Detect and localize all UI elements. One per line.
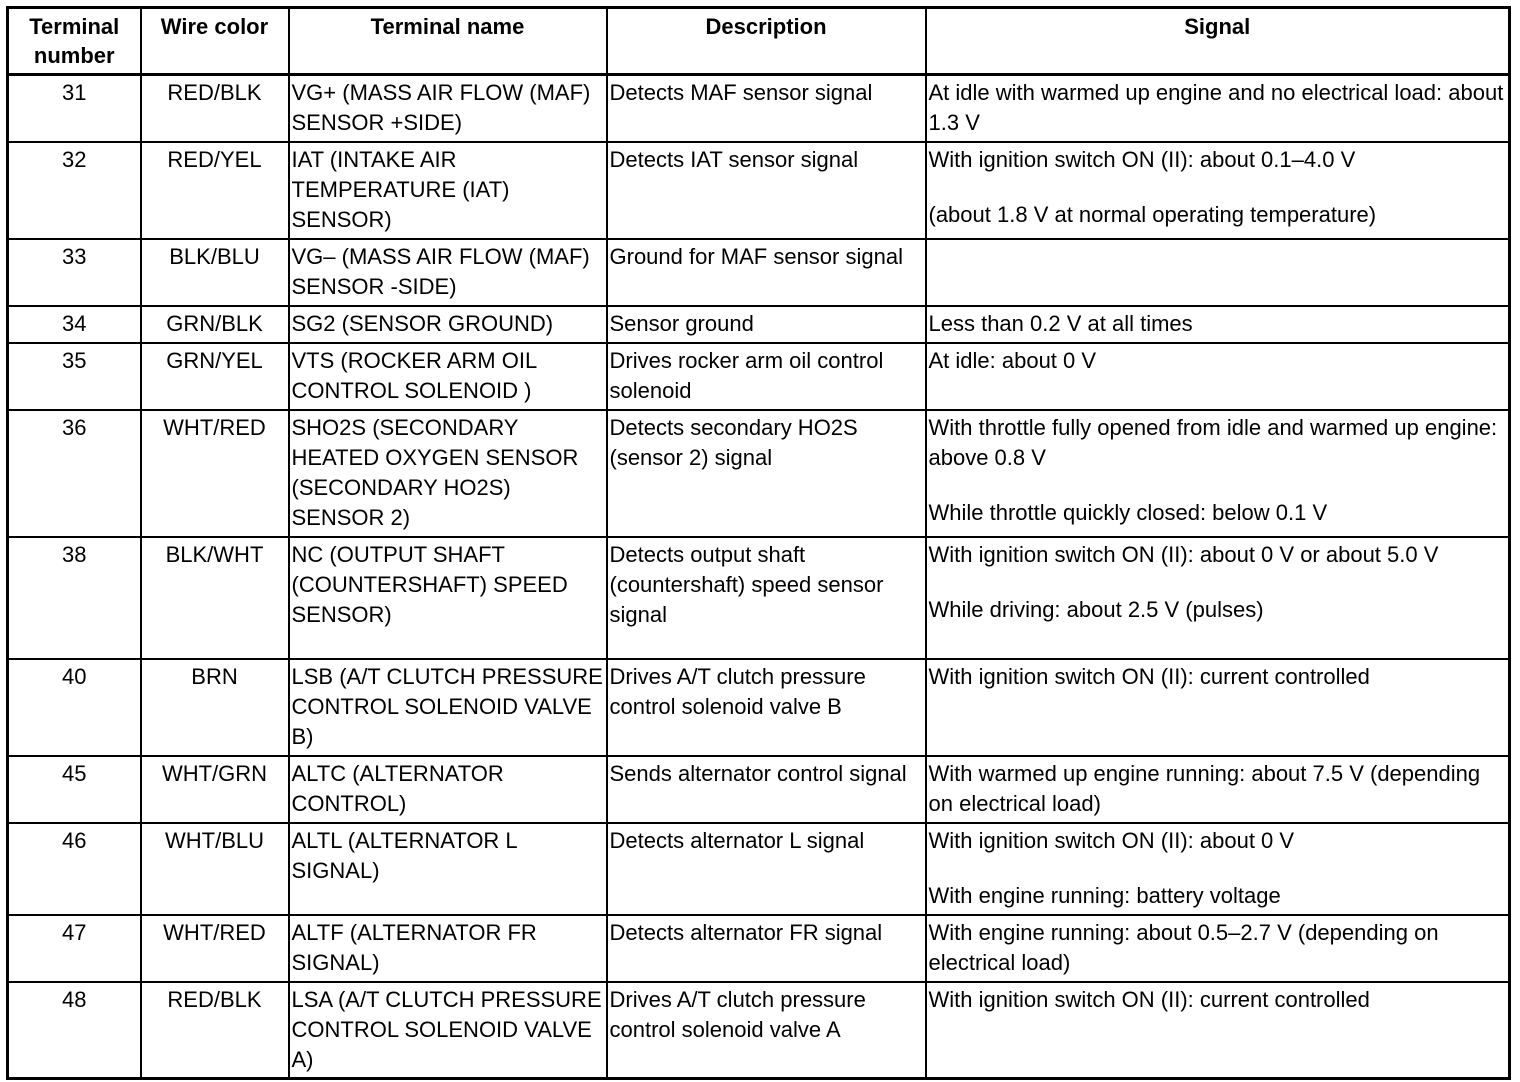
terminal-number-cell: 47: [8, 915, 141, 982]
description-cell: Drives A/T clutch pressure control solenoid valve B: [607, 659, 926, 756]
wire-color-cell: WHT/RED: [141, 915, 289, 982]
signal-paragraph: With warmed up engine running: about 7.5 V (depending on electrical load): [928, 760, 1481, 816]
terminal-name-cell: LSB (A/T CLUTCH PRESSURE CONTROL SOLENOID VALVE B): [289, 659, 607, 756]
wire-color-cell: RED/BLK: [141, 982, 289, 1079]
terminal-number-cell: 31: [8, 75, 141, 142]
description-cell: Sends alternator control signal: [607, 756, 926, 823]
terminal-number-cell: 46: [8, 823, 141, 915]
table-row: [8, 756, 1510, 823]
table-container: [6, 6, 1511, 1080]
description-cell: Drives A/T clutch pressure control solenoid valve A: [607, 982, 926, 1079]
signal-paragraph: At idle: about 0 V: [928, 347, 1097, 373]
table-body: [8, 75, 1510, 1079]
signal-cell: [926, 756, 1510, 823]
signal-cell: [926, 659, 1510, 756]
signal-cell: [926, 410, 1510, 537]
wire-color-cell: BRN: [141, 659, 289, 756]
table-row: [8, 75, 1510, 142]
signal-cell: [926, 537, 1510, 659]
table-row: [8, 823, 1510, 915]
table-row: [8, 537, 1510, 659]
terminal-number-cell: 32: [8, 142, 141, 239]
header-terminal-number: Terminal number: [8, 8, 141, 75]
header-row: [8, 8, 1510, 75]
signal-paragraph: With ignition switch ON (II): about 0 V or about 5.0 V: [928, 541, 1439, 567]
description-cell: Sensor ground: [607, 306, 926, 343]
signal-cell: [926, 75, 1510, 142]
table-row: [8, 659, 1510, 756]
table-row: [8, 343, 1510, 410]
description-cell: Ground for MAF sensor signal: [607, 239, 926, 306]
signal-paragraph: With ignition switch ON (II): current controlled: [928, 663, 1370, 689]
signal-cell: [926, 142, 1510, 239]
terminal-name-cell: ALTC (ALTERNATOR CONTROL): [289, 756, 607, 823]
terminal-number-cell: 45: [8, 756, 141, 823]
wire-color-cell: BLK/WHT: [141, 537, 289, 659]
signal-paragraph: With ignition switch ON (II): about 0 V: [928, 827, 1295, 853]
terminal-table: [6, 6, 1511, 1080]
signal-paragraph: Less than 0.2 V at all times: [928, 310, 1193, 336]
wire-color-cell: WHT/GRN: [141, 756, 289, 823]
wire-color-cell: RED/BLK: [141, 75, 289, 142]
table-header: [8, 8, 1510, 75]
description-cell: Detects alternator L signal: [607, 823, 926, 915]
terminal-name-cell: VG+ (MASS AIR FLOW (MAF) SENSOR +SIDE): [289, 75, 607, 142]
header-terminal-name: Terminal name: [289, 8, 607, 75]
header-wire-color: Wire color: [141, 8, 289, 75]
signal-paragraph: (about 1.8 V at normal operating temperature): [928, 201, 1377, 227]
signal-paragraph: With engine running: about 0.5–2.7 V (depending on electrical load): [928, 919, 1439, 975]
table-row: [8, 982, 1510, 1079]
terminal-name-cell: NC (OUTPUT SHAFT (COUNTERSHAFT) SPEED SENSOR): [289, 537, 607, 659]
description-cell: Drives rocker arm oil control solenoid: [607, 343, 926, 410]
table-row: [8, 142, 1510, 239]
wire-color-cell: GRN/YEL: [141, 343, 289, 410]
signal-cell: [926, 343, 1510, 410]
terminal-name-cell: LSA (A/T CLUTCH PRESSURE CONTROL SOLENOID VALVE A): [289, 982, 607, 1079]
signal-cell: [926, 306, 1510, 343]
terminal-number-cell: 38: [8, 537, 141, 659]
terminal-number-cell: 48: [8, 982, 141, 1079]
terminal-name-cell: SG2 (SENSOR GROUND): [289, 306, 607, 343]
signal-paragraph: With ignition switch ON (II): current controlled: [928, 986, 1370, 1012]
header-signal: Signal: [926, 8, 1510, 75]
description-cell: Detects output shaft (countershaft) speed sensor signal: [607, 537, 926, 659]
signal-cell: [926, 823, 1510, 915]
terminal-name-cell: ALTL (ALTERNATOR L SIGNAL): [289, 823, 607, 915]
signal-paragraph: At idle with warmed up engine and no electrical load: about 1.3 V: [928, 80, 1504, 135]
header-description: Description: [607, 8, 926, 75]
wire-color-cell: BLK/BLU: [141, 239, 289, 306]
signal-paragraph: While driving: about 2.5 V (pulses): [928, 596, 1264, 622]
description-cell: Detects IAT sensor signal: [607, 142, 926, 239]
signal-paragraph: With ignition switch ON (II): about 0.1–4.0 V: [928, 146, 1356, 172]
table-row: [8, 306, 1510, 343]
terminal-name-cell: VTS (ROCKER ARM OIL CONTROL SOLENOID ): [289, 343, 607, 410]
signal-paragraph: While throttle quickly closed: below 0.1 V: [928, 499, 1328, 525]
terminal-name-cell: VG– (MASS AIR FLOW (MAF) SENSOR -SIDE): [289, 239, 607, 306]
terminal-name-cell: ALTF (ALTERNATOR FR SIGNAL): [289, 915, 607, 982]
signal-paragraph: With engine running: battery voltage: [928, 882, 1281, 908]
signal-paragraph: With throttle fully opened from idle and warmed up engine: above 0.8 V: [928, 414, 1498, 470]
description-cell: Detects alternator FR signal: [607, 915, 926, 982]
signal-cell: [926, 239, 1510, 306]
table-row: [8, 239, 1510, 306]
description-cell: Detects secondary HO2S (sensor 2) signal: [607, 410, 926, 537]
wire-color-cell: GRN/BLK: [141, 306, 289, 343]
terminal-number-cell: 34: [8, 306, 141, 343]
terminal-number-cell: 35: [8, 343, 141, 410]
wire-color-cell: WHT/RED: [141, 410, 289, 537]
terminal-number-cell: 33: [8, 239, 141, 306]
description-cell: Detects MAF sensor signal: [607, 75, 926, 142]
table-row: [8, 915, 1510, 982]
table-row: [8, 410, 1510, 537]
terminal-name-cell: SHO2S (SECONDARY HEATED OXYGEN SENSOR (SECONDARY HO2S) SENSOR 2): [289, 410, 607, 537]
terminal-number-cell: 40: [8, 659, 141, 756]
wire-color-cell: RED/YEL: [141, 142, 289, 239]
signal-cell: [926, 982, 1510, 1079]
signal-cell: [926, 915, 1510, 982]
wire-color-cell: WHT/BLU: [141, 823, 289, 915]
terminal-number-cell: 36: [8, 410, 141, 537]
terminal-name-cell: IAT (INTAKE AIR TEMPERATURE (IAT) SENSOR): [289, 142, 607, 239]
